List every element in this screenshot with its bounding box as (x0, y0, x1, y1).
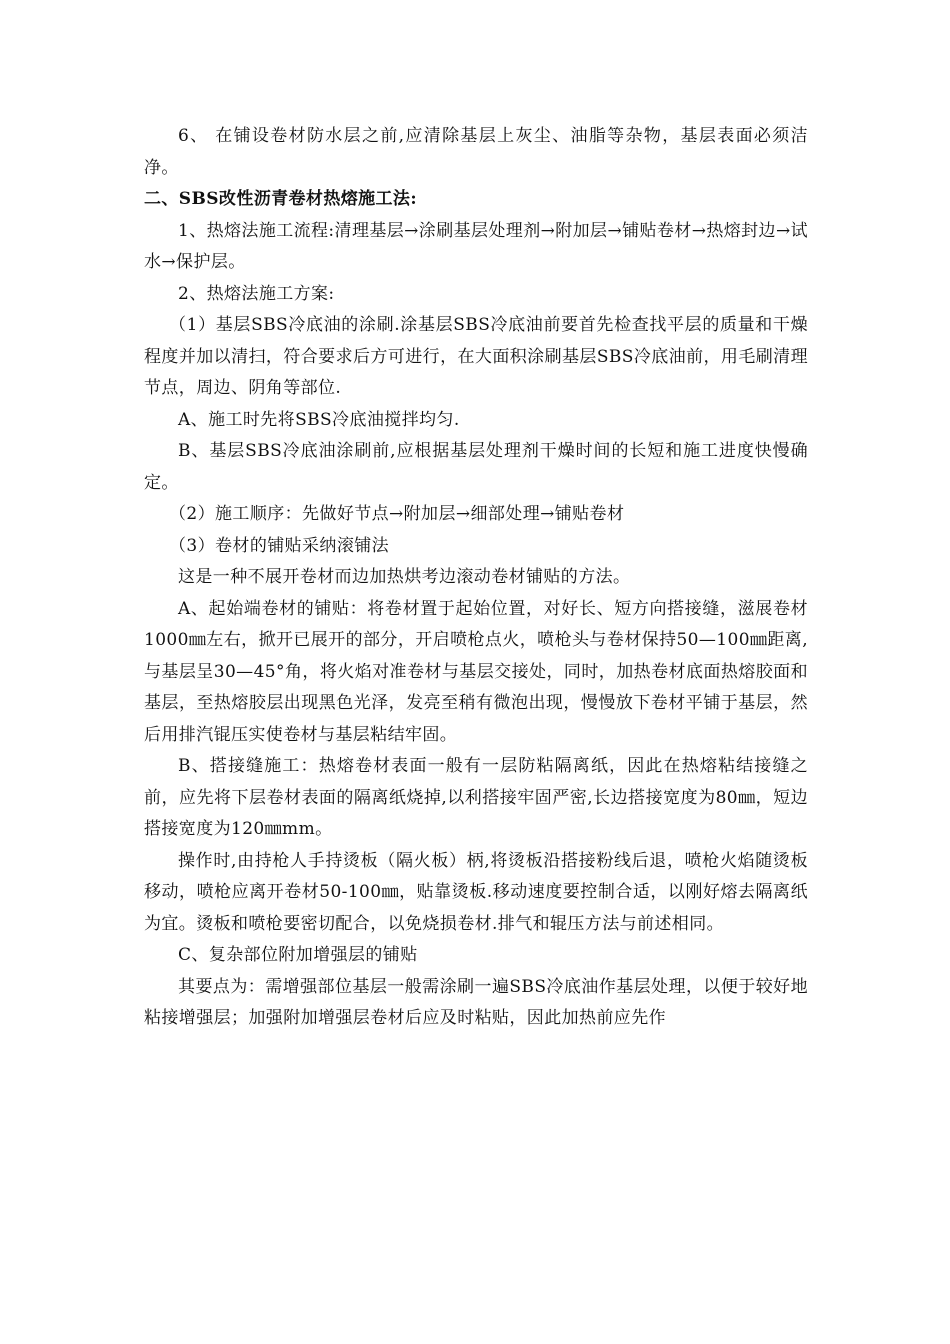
paragraph-step-a-stir: A、施工时先将SBS冷底油搅拌均匀. (178, 409, 460, 430)
paragraph-step-b-drying: B、基层SBS冷底油涂刷前,应根据基层处理剂干燥时间的长短和施工进度快慢确定。 (144, 441, 808, 493)
paragraph-lap-joint: B、搭接缝施工：热熔卷材表面一般有一层防粘隔离纸，因此在热熔粘结接缝之前，应先将下层卷材表面的隔离纸烧掉,以利搭接牢固严密,长边搭接宽度为80㎜，短边搭接宽度为120㎜mm。 (144, 756, 808, 839)
document-body (144, 121, 808, 1035)
paragraph-method-description: 这是一种不展开卷材而边加热烘考边滚动卷材铺贴的方法。 (178, 567, 631, 587)
paragraph-complex-parts: C、复杂部位附加增强层的铺贴 (178, 945, 418, 965)
section-heading-sbs: 二、SBS改性沥青卷材热熔施工法: (144, 189, 417, 209)
paragraph-rolling-method: （3）卷材的铺贴采纳滚铺法 (169, 535, 390, 556)
paragraph-plan-title: 2、热熔法施工方案: (178, 283, 335, 304)
paragraph-item-6: 6、 在铺设卷材防水层之前,应清除基层上灰尘、油脂等杂物，基层表面必须洁净。 (144, 126, 808, 178)
paragraph-key-points: 其要点为：需增强部位基层一般需涂刷一遍SBS冷底油作基层处理，以便于较好地粘接增强层；加强附加增强层卷材后应及时粘贴，因此加热前应先作 (144, 976, 808, 1028)
paragraph-primer-coating: （1）基层SBS冷底油的涂刷.涂基层SBS冷底油前要首先检查找平层的质量和干燥程度并加以清扫，符合要求后方可进行，在大面积涂刷基层SBS冷底油前，用毛刷清理节点，周边、阴角等部位. (144, 315, 808, 398)
paragraph-start-end-laying: A、起始端卷材的铺贴：将卷材置于起始位置，对好长、短方向搭接缝，滋展卷材1000㎜左右，掀开已展开的部分，开启喷枪点火，喷枪头与卷材保持50—100㎜距离,与基层呈30—45°角，将火焰对准卷材与基层交接处，同时，加热卷材底面热熔胶面和基层，至热熔胶层出现黑色光泽，发亮至稍有微泡出现，慢慢放下卷材平铺于基层，然后用排汽锟压实使卷材与基层粘结牢固。 (144, 598, 808, 745)
paragraph-process-flow: 1、热熔法施工流程:清理基层→涂刷基层处理剂→附加层→铺贴卷材→热熔封边→试水→保护层。 (144, 220, 808, 272)
paragraph-operation: 操作时,由持枪人手持烫板（隔火板）柄,将烫板沿搭接粉线后退，喷枪火焰随烫板移动，喷枪应离开卷材50-100㎜，贴靠烫板.移动速度要控制合适，以刚好熔去隔离纸为宜。烫板和喷枪要密切配合，以免烧损卷材.排气和辊压方法与前述相同。 (144, 850, 808, 934)
paragraph-construction-order: （2）施工顺序：先做好节点→附加层→细部处理→铺贴卷材 (169, 504, 625, 524)
